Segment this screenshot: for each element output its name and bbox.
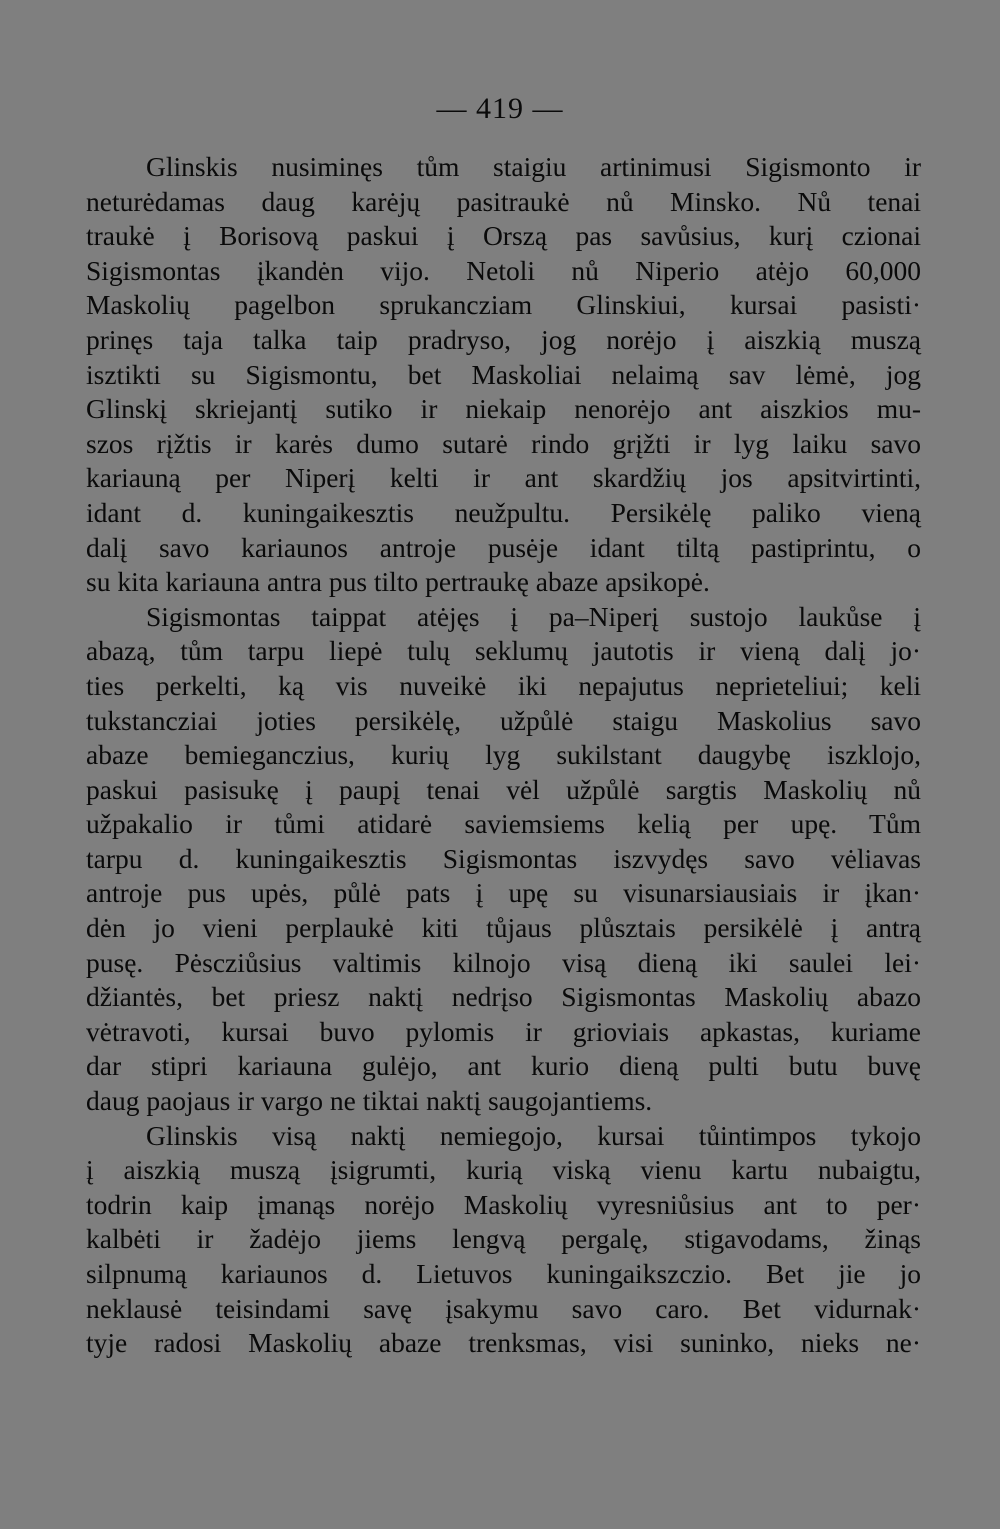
text-line: dalį savo kariaunos antroje pusėje idant tiltą pastiprintu, o [86, 531, 921, 563]
text-line: Maskolių pagelbon sprukancziam Glinskiui, kursai pasisti· [86, 289, 921, 321]
text-line: daug paojaus ir vargo ne tiktai naktį saugojantiems. [86, 1085, 653, 1117]
text-line: dar stipri kariauna gulėjo, ant kurio dieną pulti butu buvę [86, 1050, 921, 1082]
text-line: Glinskis nusiminęs tům staigiu artinimusi Sigismonto ir [146, 151, 921, 182]
text-line: su kita kariauna antra pus tilto pertraukę abaze apsikopė. [86, 566, 710, 598]
text-line: antroje pus upės, půlė pats į upę su visunarsiausiais ir įkan· [86, 877, 921, 909]
text-line: vėtravoti, kursai buvo pylomis ir grioviais apkastas, kuriame [86, 1015, 921, 1047]
text-line: abazą, tům tarpu liepė tulų seklumų jautotis ir vieną dalį jo· [86, 635, 921, 667]
text-line: paskui pasisukę į paupį tenai vėl užpůlė sargtis Maskolių nů [86, 773, 921, 805]
text-line: abaze bemieganczius, kurių lyg sukilstant daugybę iszklojo, [86, 739, 921, 771]
text-line: traukė į Borisovą paskui į Orszą pas savůsius, kurį czionai [86, 220, 921, 252]
text-line: prinęs taja talka taip pradryso, jog norėjo į aiszkią muszą [86, 323, 921, 355]
text-line: tyje radosi Maskolių abaze trenksmas, visi suninko, nieks ne· [86, 1327, 921, 1359]
text-line: ties perkelti, ką vis nuveikė iki nepajutus neprieteliui; keli [86, 669, 921, 701]
text-line: Glinskį skriejantį sutiko ir niekaip nenorėjo ant aiszkios mu- [86, 393, 921, 425]
text-line: silpnumą kariaunos d. Lietuvos kuningaikszczio. Bet jie jo [86, 1258, 921, 1289]
text-line: neturėdamas daug karėjų pasitraukė nů Minsko. Nů tenai [86, 185, 921, 217]
text-line: tarpu d. kuningaikesztis Sigismontas iszvydęs savo vėliavas [86, 842, 921, 874]
text-line: kariauną per Niperį kelti ir ant skardžių jos apsitvirtinti, [86, 462, 921, 494]
text-line: pusę. Pėscziůsius valtimis kilnojo visą dieną iki saulei lei· [86, 946, 921, 978]
text-line: szos rįžtis ir karės dumo sutarė rindo grįžti ir lyg laiku savo [86, 427, 921, 459]
text-line: Sigismontas įkandėn vijo. Netoli nů Niperio atėjo 60,000 [86, 254, 921, 286]
text-line: todrin kaip įmanąs norėjo Maskolių vyresniůsius ant to per· [86, 1188, 921, 1220]
text-line: isztikti su Sigismontu, bet Maskoliai nelaimą sav lėmė, jog [86, 358, 921, 390]
page-number: — 419 — [436, 92, 564, 125]
text-line: džiantės, bet priesz naktį nedrįso Sigismontas Maskolių abazo [86, 981, 921, 1013]
text-line: užpakalio ir tůmi atidarė saviemsiems kelią per upę. Tům [86, 808, 921, 840]
text-line: Sigismontas taippat atėjęs į pa–Niperį sustojo laukůse į [146, 600, 921, 632]
text-line: dėn jo vieni perplaukė kiti tůjaus plůsztais persikėlė į antrą [86, 912, 921, 944]
text-line: tukstancziai joties persikėlę, užpůlė staigu Maskolius savo [86, 704, 921, 736]
text-line: kalbėti ir žadėjo jiems lengvą pergalę, stigavodams, žinąs [86, 1223, 921, 1255]
text-line: idant d. kuningaikesztis neužpultu. Persikėlę paliko vieną [86, 496, 921, 528]
text-line: Glinskis visą naktį nemiegojo, kursai tůintimpos tykojo [146, 1119, 921, 1151]
text-line: neklausė teisindami savę įsakymu savo caro. Bet vidurnak· [86, 1292, 921, 1324]
body-text [86, 150, 921, 1361]
text-line: į aiszkią muszą įsigrumti, kurią viską vienu kartu nubaigtu, [86, 1154, 921, 1186]
